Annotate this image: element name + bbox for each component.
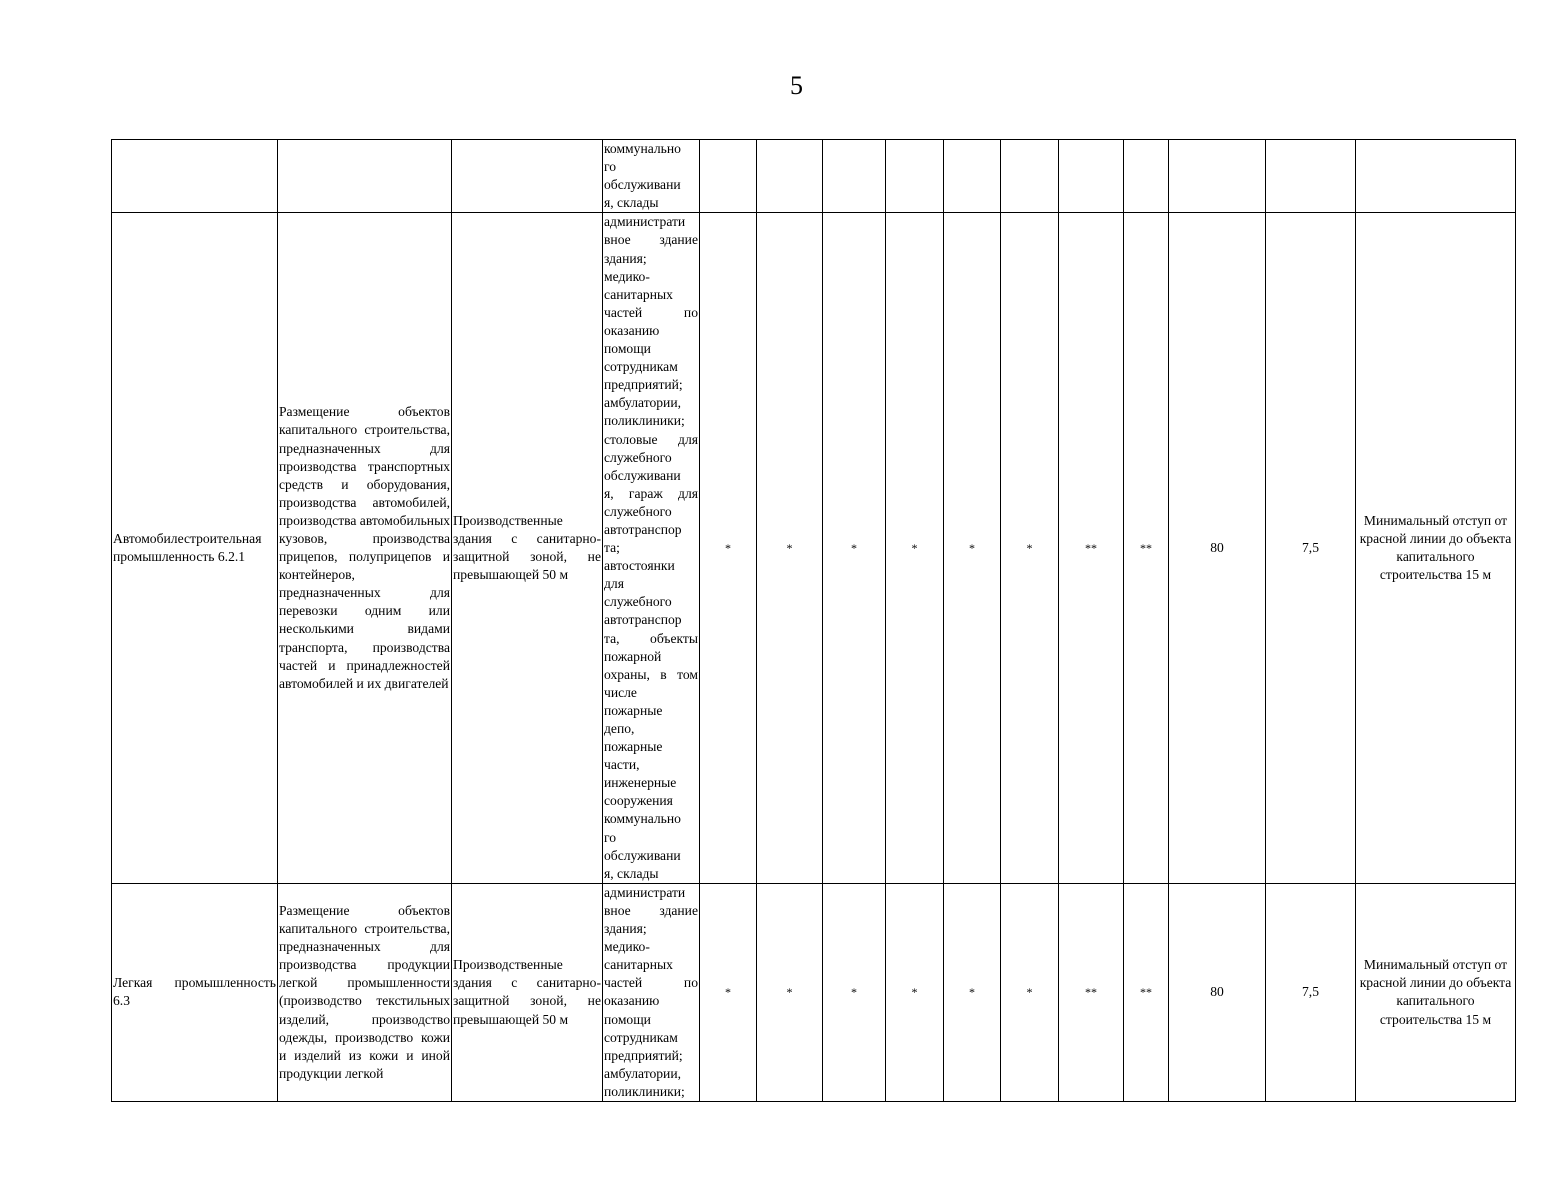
auxiliary-use-line: служебного xyxy=(604,594,672,610)
parameter-mark-cell xyxy=(757,140,823,213)
land-use-name-cell xyxy=(112,140,278,213)
max-coverage-cell: 80 xyxy=(1169,883,1266,1101)
auxiliary-use-line: инженерные xyxy=(604,775,677,791)
parameter-mark-cell: * xyxy=(700,213,757,883)
auxiliary-use-line: помощи xyxy=(604,1011,651,1027)
parameter-mark-cell: * xyxy=(823,883,886,1101)
auxiliary-use-line: оказанию xyxy=(604,322,660,338)
table-row xyxy=(112,213,1516,883)
parameter-mark-cell: ** xyxy=(1124,213,1169,883)
auxiliary-use-line: служебного xyxy=(604,503,672,519)
auxiliary-use-line: поликлиники; xyxy=(604,413,685,429)
auxiliary-use-line: частей по xyxy=(604,975,698,991)
parameter-mark-cell: ** xyxy=(1059,213,1124,883)
auxiliary-use-line: та, объекты xyxy=(604,630,698,646)
permitted-buildings-cell xyxy=(452,140,603,213)
auxiliary-use-line: предприятий; xyxy=(604,377,683,393)
auxiliary-use-line: здания; xyxy=(604,921,647,937)
setback-cell: 7,5 xyxy=(1266,213,1356,883)
parameter-mark-cell xyxy=(1001,140,1059,213)
auxiliary-use-line: оказанию xyxy=(604,993,660,1009)
auxiliary-use-line: автостоянки xyxy=(604,558,675,574)
auxiliary-use-line: я, склады xyxy=(604,865,659,881)
auxiliary-use-line: пожарной xyxy=(604,648,662,664)
auxiliary-use-line: обслуживани xyxy=(604,847,681,863)
auxiliary-use-line: администрати xyxy=(604,214,686,230)
parameter-mark-cell: * xyxy=(700,883,757,1101)
auxiliary-use-line: части, xyxy=(604,757,640,773)
auxiliary-use-line: амбулатории, xyxy=(604,1065,682,1081)
auxiliary-use-line: та; xyxy=(604,540,620,556)
auxiliary-use-line: санитарных xyxy=(604,286,673,302)
auxiliary-use-line: администрати xyxy=(604,884,686,900)
land-use-name-cell: Автомобилестроительная промышленность 6.2.1 xyxy=(112,213,278,883)
auxiliary-use-line: санитарных xyxy=(604,957,673,973)
setback-cell xyxy=(1266,140,1356,213)
auxiliary-use-line: коммунально xyxy=(604,141,681,156)
land-use-description-cell: Размещение объектов капитального строительства, предназначенных для производства продукции легкой промышленности (производство текстильных изделий, производство одежды, производство кожи и изделий из кожи и иной продукции легкой xyxy=(278,883,452,1101)
note-cell: Минимальный отступ от красной линии до объекта капитального строительства 15 м xyxy=(1356,883,1516,1101)
auxiliary-use-line: медико- xyxy=(604,939,650,955)
parameter-mark-cell xyxy=(944,140,1001,213)
note-cell: Минимальный отступ от красной линии до объекта капитального строительства 15 м xyxy=(1356,213,1516,883)
table-row xyxy=(112,140,1516,213)
parameter-mark-cell: * xyxy=(1001,883,1059,1101)
auxiliary-use-line: пожарные xyxy=(604,739,663,755)
auxiliary-use-line: охраны, в том xyxy=(604,666,698,682)
parameter-mark-cell: * xyxy=(944,883,1001,1101)
parameter-mark-cell: * xyxy=(757,883,823,1101)
permitted-buildings-cell: Производственные здания с санитарно-защитной зоной, не превышающей 50 м xyxy=(452,213,603,883)
parameter-mark-cell: ** xyxy=(1124,883,1169,1101)
land-use-description-cell: Размещение объектов капитального строительства, предназначенных для производства транспортных средств и оборудования, производства автомобилей, производства автомобильных кузовов, производства прицепов, полуприцепов и контейнеров, предназначенных для перевозки одним или несколькими видами транспорта, производства частей и принадлежностей автомобилей и их двигателей xyxy=(278,213,452,883)
max-coverage-cell xyxy=(1169,140,1266,213)
auxiliary-use-line: вное здание xyxy=(604,232,698,248)
auxiliary-use-line: сооружения xyxy=(604,793,673,809)
auxiliary-use-line: числе xyxy=(604,684,637,700)
auxiliary-use-line: здания; xyxy=(604,250,647,266)
auxiliary-use-line: обслуживани xyxy=(604,467,681,483)
auxiliary-uses-cell xyxy=(603,140,700,213)
parameter-mark-cell: * xyxy=(944,213,1001,883)
max-coverage-cell: 80 xyxy=(1169,213,1266,883)
page-number: 5 xyxy=(790,71,803,100)
auxiliary-use-line: сотрудникам xyxy=(604,359,678,375)
auxiliary-use-line: вное здание xyxy=(604,902,698,918)
auxiliary-use-line: сотрудникам xyxy=(604,1029,678,1045)
auxiliary-use-line: поликлиники; xyxy=(604,1083,685,1099)
auxiliary-use-line: автотранспор xyxy=(604,612,682,628)
table-body xyxy=(112,140,1516,1102)
auxiliary-use-line: я, гараж для xyxy=(604,485,698,501)
setback-cell: 7,5 xyxy=(1266,883,1356,1101)
auxiliary-use-line: помощи xyxy=(604,341,651,357)
parameter-mark-cell: * xyxy=(823,213,886,883)
auxiliary-use-line: частей по xyxy=(604,304,698,320)
auxiliary-uses-cell xyxy=(603,883,700,1101)
parameter-mark-cell: * xyxy=(886,213,944,883)
auxiliary-use-line: я, склады xyxy=(604,195,659,211)
land-use-regulations-table xyxy=(111,139,1516,1102)
parameter-mark-cell xyxy=(1124,140,1169,213)
auxiliary-uses-cell xyxy=(603,213,700,883)
note-cell xyxy=(1356,140,1516,213)
parameter-mark-cell: * xyxy=(1001,213,1059,883)
auxiliary-use-line: предприятий; xyxy=(604,1047,683,1063)
auxiliary-use-line: для xyxy=(604,576,624,592)
land-use-description-cell xyxy=(278,140,452,213)
auxiliary-use-line: медико- xyxy=(604,268,650,284)
auxiliary-use-line: амбулатории, xyxy=(604,395,682,411)
auxiliary-use-line: автотранспор xyxy=(604,521,682,537)
parameter-mark-cell xyxy=(1059,140,1124,213)
parameter-mark-cell xyxy=(700,140,757,213)
parameter-mark-cell xyxy=(886,140,944,213)
parameter-mark-cell: * xyxy=(757,213,823,883)
parameter-mark-cell: ** xyxy=(1059,883,1124,1101)
auxiliary-use-line: коммунально xyxy=(604,811,681,827)
auxiliary-use-line: пожарные xyxy=(604,702,663,718)
auxiliary-use-line: депо, xyxy=(604,721,635,736)
permitted-buildings-cell: Производственные здания с санитарно-защитной зоной, не превышающей 50 м xyxy=(452,883,603,1101)
auxiliary-use-line: го xyxy=(604,159,617,175)
land-use-name-cell: Легкая промышленность 6.3 xyxy=(112,883,278,1101)
parameter-mark-cell xyxy=(823,140,886,213)
table-row xyxy=(112,883,1516,1101)
auxiliary-use-line: обслуживани xyxy=(604,177,681,193)
auxiliary-use-line: столовые для xyxy=(604,431,698,447)
parameter-mark-cell: * xyxy=(886,883,944,1101)
auxiliary-use-line: служебного xyxy=(604,449,672,465)
auxiliary-use-line: го xyxy=(604,829,617,845)
